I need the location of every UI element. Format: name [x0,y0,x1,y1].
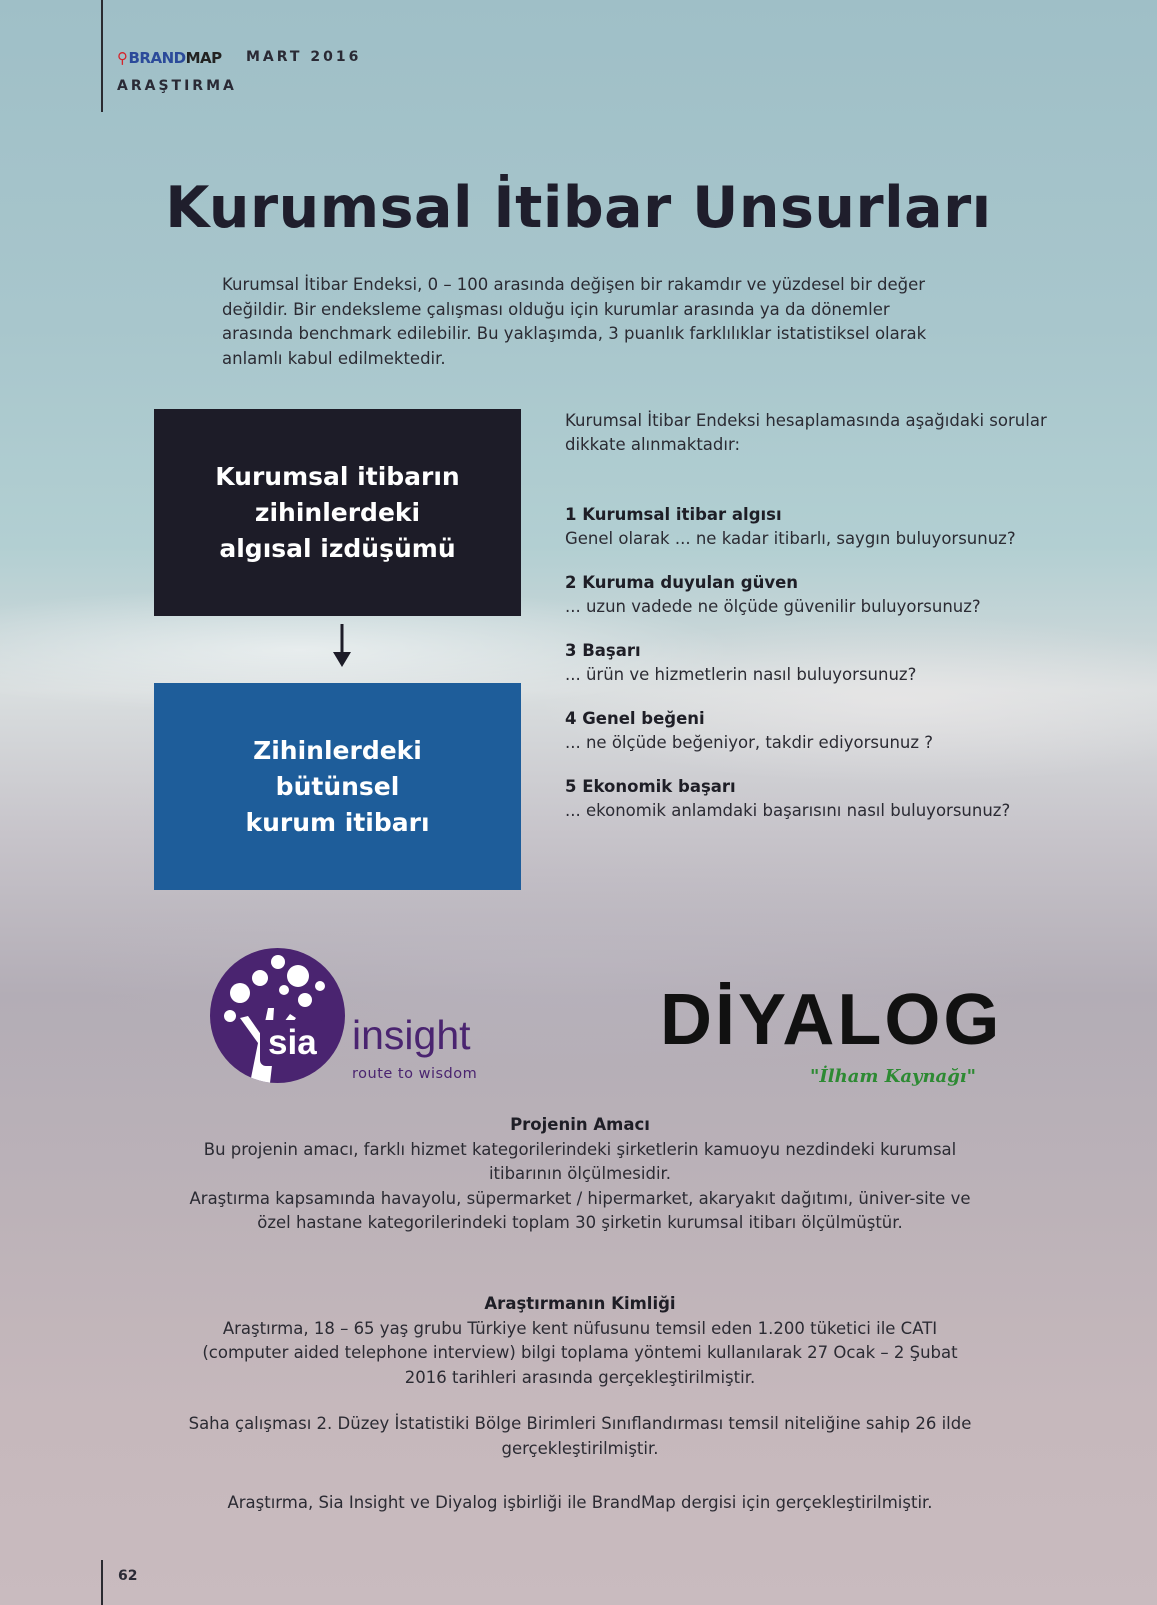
question-title: 5 Ekonomik başarı [565,777,736,796]
fieldwork-paragraph: Saha çalışması 2. Düzey İstatistiki Bölge Birimleri Sınıflandırması temsil niteliğine sahip 26 ilde gerçekleştirilmiştir. [188,1414,972,1458]
project-purpose-section [160,1113,1000,1236]
section-label: ARAŞTIRMA [117,78,237,94]
question-item [565,571,1085,619]
location-pin-icon: ⚲ [117,49,128,67]
question-item [565,639,1085,687]
sia-insight-logo [210,948,510,1088]
page-title: Kurumsal İtibar Unsurları [165,175,992,241]
sia-wordmark: sia [260,1020,325,1066]
diyalog-tagline: "İlham Kaynağı" [810,1066,977,1087]
questions-intro: Kurumsal İtibar Endeksi hesaplamasında aşağıdaki sorular dikkate alınmaktadır: [565,411,1047,454]
diyalog-logo [660,980,1003,1100]
brand-logo-brand: BRAND [128,49,186,67]
question-item [565,707,1085,755]
question-title: 3 Başarı [565,641,641,660]
footer-rule [101,1560,103,1605]
credits-paragraph: Araştırma, Sia Insight ve Diyalog işbirliği ile BrandMap dergisi için gerçekleştirilmiştir. [227,1493,933,1512]
issue-date: MART 2016 [246,49,362,65]
question-title: 4 Genel beğeni [565,709,705,728]
question-item [565,503,1085,551]
arrow-down-icon [330,624,354,668]
question-text: ... uzun vadede ne ölçüde güvenilir buluyorsunuz? [565,597,981,616]
research-identity-heading: Araştırmanın Kimliği [484,1294,676,1313]
project-scope-paragraph: Araştırma kapsamında havayolu, süpermarket / hipermarket, akaryakıt dağıtımı, üniver-site ve özel hastane kategorilerindeki toplam 30 şirketin kurumsal itibarı ölçülmüştür. [189,1188,971,1232]
diagram-box-reputation [154,683,521,890]
diyalog-wordmark: DİYALOG [660,980,1003,1060]
sia-insight-wordmark: insight [352,1012,471,1058]
question-text: ... ürün ve hizmetlerin nasıl buluyorsunuz? [565,665,917,684]
header-rule [101,0,103,112]
question-text: Genel olarak ... ne kadar itibarlı, saygın buluyorsunuz? [565,529,1016,548]
research-method-paragraph: Araştırma, 18 – 65 yaş grubu Türkiye kent nüfusunu temsil eden 1.200 tüketici ile CATI (computer aided telephone interview) bilgi toplama yöntemi kullanılarak 27 Ocak – 2 Şubat 2016 tarihleri arasında gerçekleştirilmiştir. [202,1318,958,1387]
questions-panel [565,409,1085,843]
project-purpose-heading: Projenin Amacı [510,1115,650,1134]
question-title: 2 Kuruma duyulan güven [565,573,799,592]
question-title: 1 Kurumsal itibar algısı [565,505,782,524]
question-item [565,775,1085,823]
diagram-box-perception-text: Kurumsal itibarın zihinlerdeki algısal izdüşümü [215,461,460,563]
question-text: ... ne ölçüde beğeniyor, takdir ediyorsunuz ? [565,733,934,752]
brand-logo [117,49,222,67]
brand-logo-map: MAP [185,49,222,67]
question-text: ... ekonomik anlamdaki başarısını nasıl buluyorsunuz? [565,801,1011,820]
sia-tagline: route to wisdom [352,1066,478,1082]
page-number: 62 [118,1568,138,1584]
research-identity-section [160,1292,1000,1390]
diagram-box-perception [154,409,521,616]
project-purpose-paragraph: Bu projenin amacı, farklı hizmet kategorilerindeki şirketlerin kamuoyu nezdindeki kurumsal itibarının ölçülmesidir. [203,1139,957,1183]
intro-paragraph: Kurumsal İtibar Endeksi, 0 – 100 arasında değişen bir rakamdır ve yüzdesel bir değer değildir. Bir endeksleme çalışması olduğu için kurumlar arasında ya da dönemler arasında benchmark edilebilir. Bu yaklaşımda, 3 puanlık farklılıklar istatistiksel olarak anlamlı kabul edilmektedir. [222,275,927,368]
diagram-box-reputation-text: Zihinlerdeki bütünsel kurum itibarı [245,735,430,837]
